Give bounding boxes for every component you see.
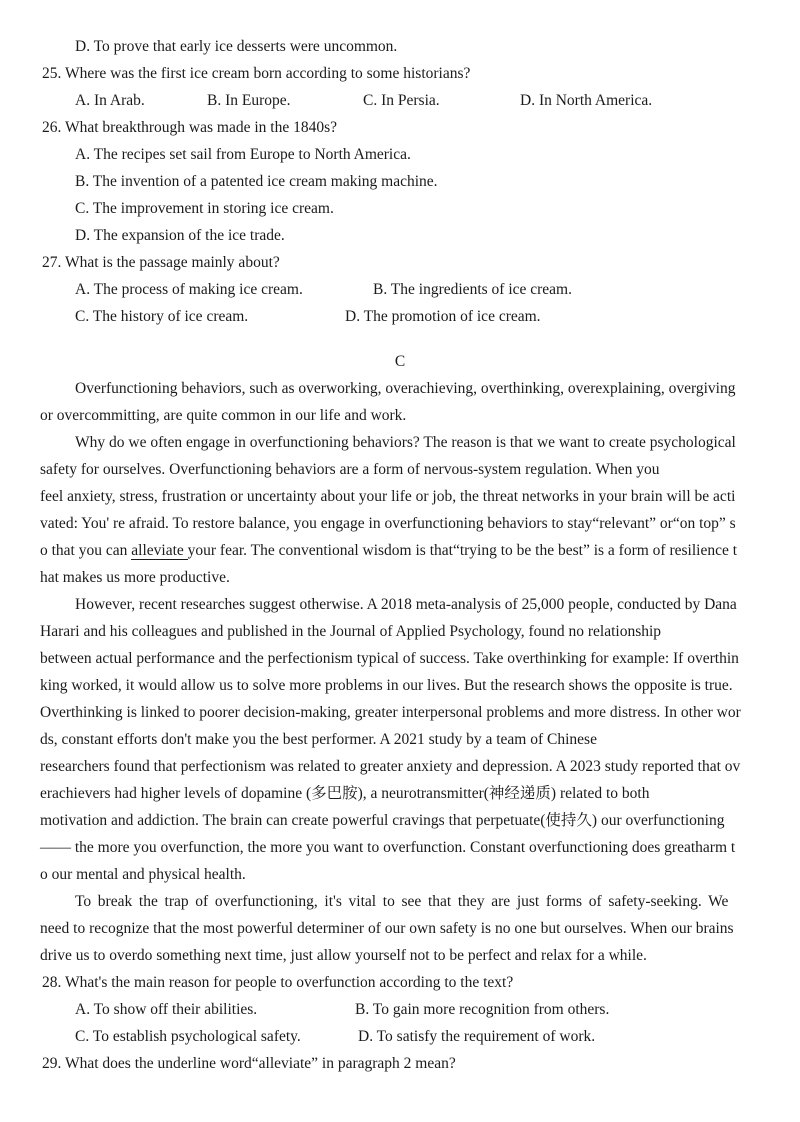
question-line: 25. Where was the first ice cream born according to some historians? [42, 65, 471, 82]
options-row [40, 1023, 776, 1050]
passage-line: Harari and his colleagues and published in the Journal of Applied Psychology, found no relationship [40, 623, 662, 640]
passage-line: or overcommitting, are quite common in our life and work. [40, 407, 407, 424]
passage-line: ds, constant efforts don't make you the best performer. A 2021 study by a team of Chinese [40, 731, 597, 748]
passage-line: researchers found that perfectionism was related to greater anxiety and depression. A 2023 study reported that ov [40, 758, 741, 775]
option-choice: A. The process of making ice cream. [75, 281, 303, 298]
option-choice: B. In Europe. [207, 92, 291, 109]
option-choice: C. In Persia. [363, 92, 440, 109]
question-line: 27. What is the passage mainly about? [42, 254, 280, 271]
options-row [40, 87, 776, 114]
option-line: C. The improvement in storing ice cream. [75, 200, 334, 217]
option-choice: B. To gain more recognition from others. [355, 1001, 610, 1018]
passage-line: To break the trap of overfunctioning, it's vital to see that they are just forms of safety-seeking. We [75, 893, 729, 910]
passage-line: erachievers had higher levels of dopamine (多巴胺), a neurotransmitter(神经递质) related to both [40, 785, 650, 802]
text-segment: o that you can [40, 542, 132, 559]
section-heading: C [394, 353, 406, 370]
option-line: D. To prove that early ice desserts were uncommon. [75, 38, 398, 55]
passage-line: Overthinking is linked to poorer decision-making, greater interpersonal problems and more distress. In other wor [40, 704, 741, 721]
passage-line: o our mental and physical health. [40, 866, 246, 883]
passage-line [40, 537, 776, 564]
underlined-word: alleviate [131, 542, 188, 559]
passage-line: —— the more you overfunction, the more you want to overfunction. Constant overfunctioning does greatharm t [40, 839, 736, 856]
option-choice: A. To show off their abilities. [75, 1001, 258, 1018]
options-row [40, 303, 776, 330]
option-line: B. The invention of a patented ice cream making machine. [75, 173, 438, 190]
passage-line: between actual performance and the perfectionism typical of success. Take overthinking for example: If overthin [40, 650, 739, 667]
option-choice: C. To establish psychological safety. [75, 1028, 301, 1045]
option-line: A. The recipes set sail from Europe to North America. [75, 146, 411, 163]
passage-line: Overfunctioning behaviors, such as overworking, overachieving, overthinking, overexplaining, overgiving [75, 380, 736, 397]
option-line: D. The expansion of the ice trade. [75, 227, 285, 244]
passage-line: drive us to overdo something next time, just allow yourself not to be perfect and relax for a while. [40, 947, 647, 964]
passage-line: motivation and addiction. The brain can create powerful cravings that perpetuate(使持久) our overfunctioning [40, 812, 725, 829]
option-choice: B. The ingredients of ice cream. [373, 281, 572, 298]
option-choice: A. In Arab. [75, 92, 145, 109]
option-choice: C. The history of ice cream. [75, 308, 249, 325]
passage-line: hat makes us more productive. [40, 569, 230, 586]
question-line: 26. What breakthrough was made in the 1840s? [42, 119, 337, 136]
passage-line: However, recent researches suggest otherwise. A 2018 meta-analysis of 25,000 people, conducted by Dana [75, 596, 737, 613]
options-row [40, 276, 776, 303]
option-choice: D. In North America. [520, 92, 653, 109]
passage-line: safety for ourselves. Overfunctioning behaviors are a form of nervous-system regulation. When you [40, 461, 660, 478]
passage-line: need to recognize that the most powerful determiner of our own safety is no one but ourselves. When our brains [40, 920, 734, 937]
passage-line: king worked, it would allow us to solve more problems in our lives. But the research shows the opposite is true. [40, 677, 733, 694]
text-segment: your fear. The conventional wisdom is that“trying to be the best” is a form of resilience t [187, 542, 738, 559]
option-choice: D. The promotion of ice cream. [345, 308, 541, 325]
question-line: 28. What's the main reason for people to overfunction according to the text? [42, 974, 514, 991]
passage-line: Why do we often engage in overfunctioning behaviors? The reason is that we want to create psychological [75, 434, 736, 451]
option-choice: D. To satisfy the requirement of work. [358, 1028, 596, 1045]
passage-line: vated: You' re afraid. To restore balance, you engage in overfunctioning behaviors to stay“relevant” or“on top” s [40, 515, 736, 532]
options-row [40, 996, 776, 1023]
question-line: 29. What does the underline word“alleviate” in paragraph 2 mean? [42, 1055, 456, 1072]
passage-line: feel anxiety, stress, frustration or uncertainty about your life or job, the threat networks in your brain will be acti [40, 488, 736, 505]
